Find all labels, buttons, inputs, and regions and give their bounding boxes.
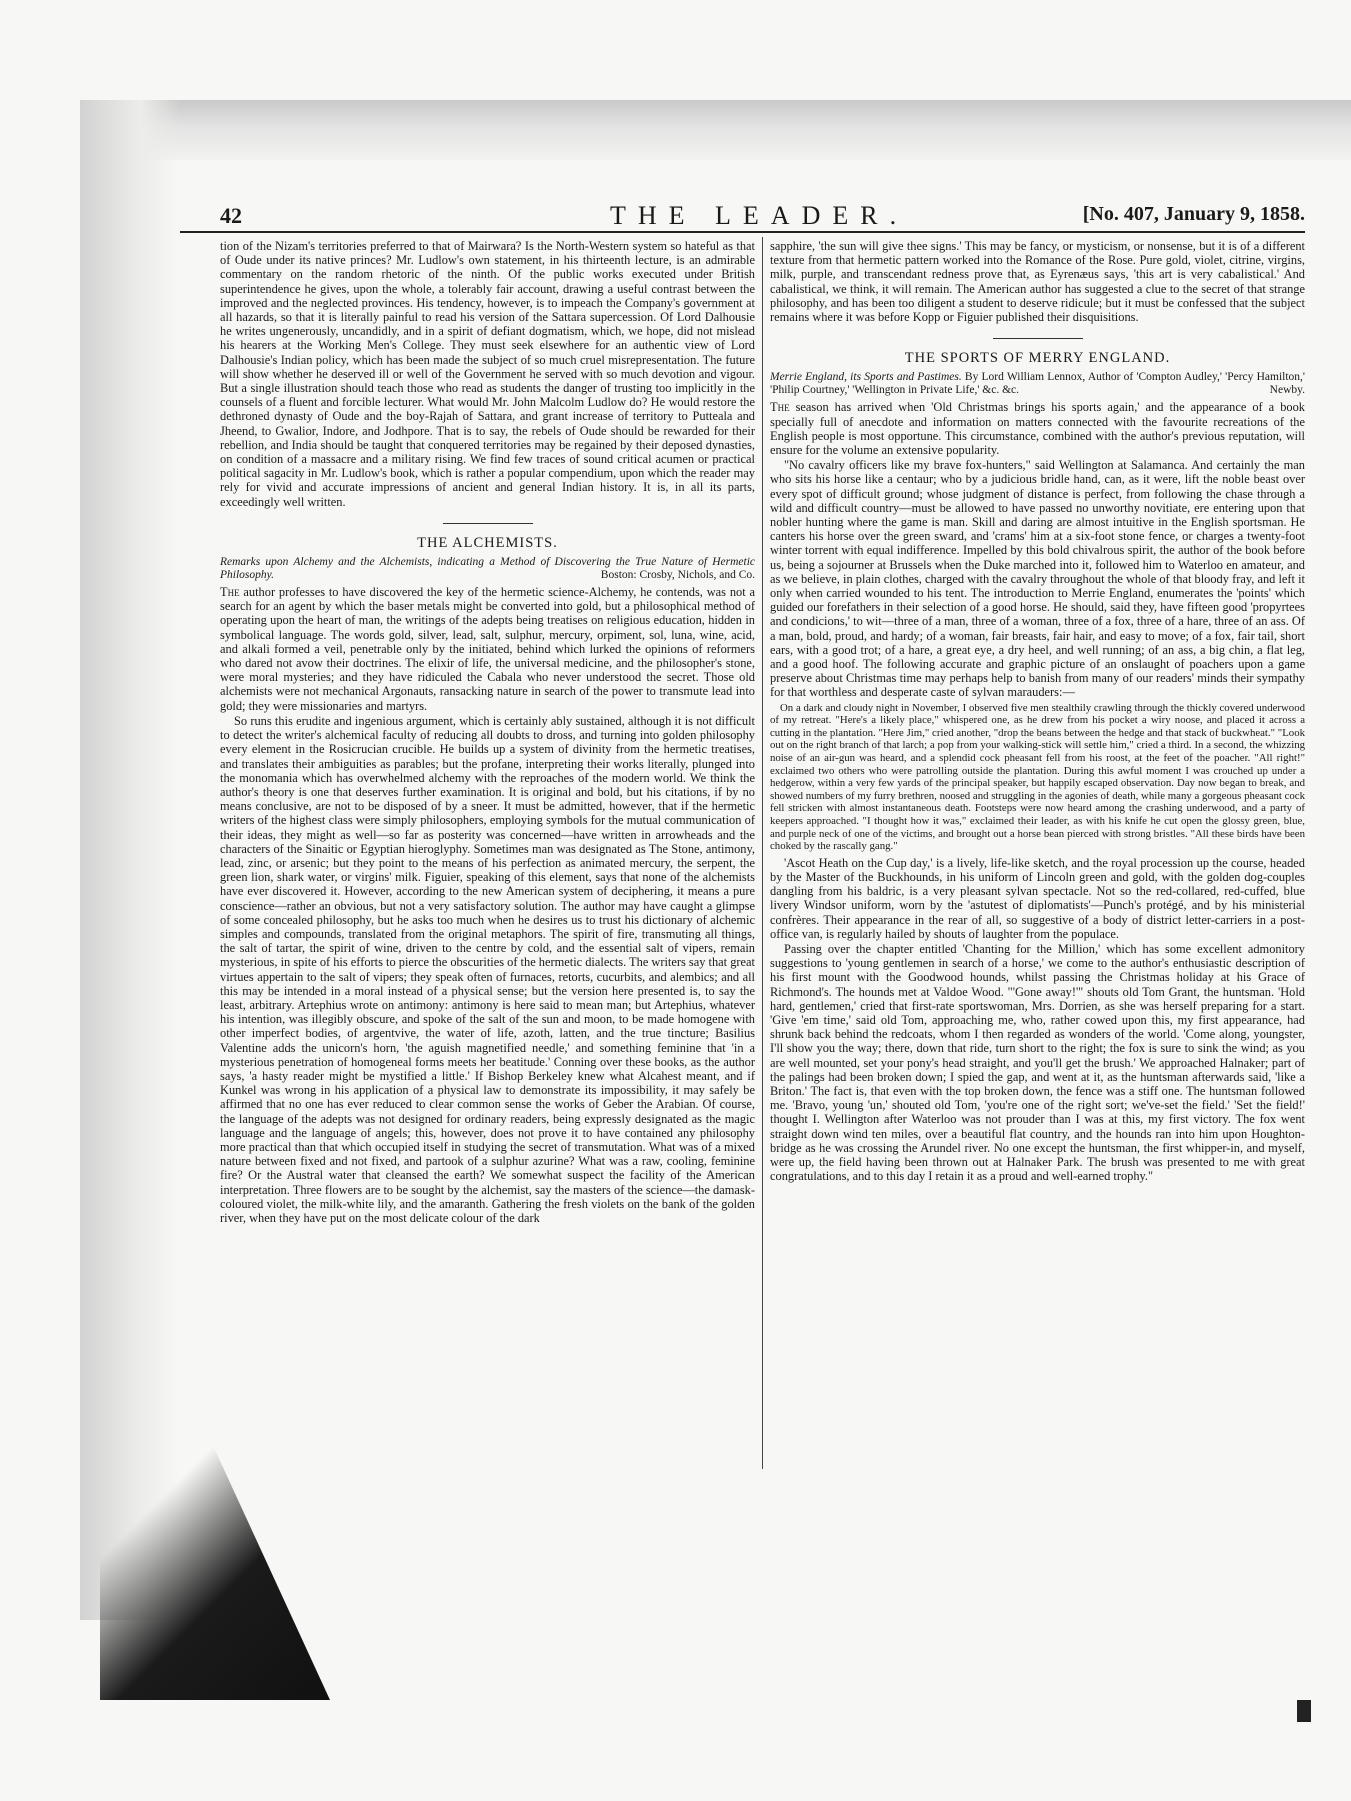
section-title-alchemists: THE ALCHEMISTS. (417, 534, 558, 551)
section-divider (443, 523, 533, 524)
review-title: Merrie England, its Sports and Pastimes. (770, 371, 962, 384)
review-heading (770, 371, 1305, 397)
masthead (180, 195, 1305, 233)
review-title: Remarks upon Alchemy and the Alchemists, indicating a Method of Discovering the True Nature of Hermetic Philosophy. (220, 556, 755, 582)
paragraph-text: author professes to have discovered the key of the hermetic science-Alchemy, he contends, was not a search for an agent by which the baser metals might be converted into gold, but a philosophical method of operating upon the heart of man, the writings of the adepts being treatises on religious education, hidden in symbolical language. The words gold, silver, lead, salt, sulphur, mercury, orpiment, sol, luna, wine, acid, and alkali formed a veil, penetrable only by the initiated, behind which lurked the opinions of reformers who dared not avow their doctrines. The elixir of life, the universal medicine, and the philosopher's stone, were moral mysteries; and they have ridiculed the Cabala who never understood the secret. Those old alchemists were not mechanical Argonauts, ransacking nature in search of the power to transmute lead into gold; they were missionaries and martyrs. (220, 585, 755, 713)
review-publisher: Boston: Crosby, Nichols, and Co. (600, 569, 755, 582)
review-paragraph: 'Ascot Heath on the Cup day,' is a lively, life-like sketch, and the royal procession up the course, headed by the Master of the Buckhounds, in his uniform of Lincoln green and gold, with the golden dog-couples dangling from his baldric, is a very pleasant sylvan spectacle. Not so the red-collared, red-cuffed, blue livery Windsor uniform, worn by the 'astutest of diplomatists'—Punch's protégé, and by his ministerial confrères. Their appearance in the rear of all, so suggestive of a body of district letter-carriers in a post-office van, is regularly hailed by shouts of laughter from the populace. (770, 855, 1305, 941)
page-number: 42 (220, 203, 242, 228)
article-continuation: tion of the Nizam's territories preferred to that of Mairwara? Is the North-Western system so hateful as that of Oude under its native princes? Mr. Ludlow's own statement, in his thirteenth lecture, is an admirable commentary on the random rhetoric of the ninth. Of the public works executed under British superintendence he gives, upon the whole, a tolerably fair account, drawing a useful contrast between the improved and the neglected provinces. His tendency, however, is to impeach the Company's government at all hazards, so that it is literally painful to read his version of the Sattara supercession. Of Lord Dalhousie he writes ungenerously, uncandidly, and in a spirit of defiant dogmatism, which, we hope, did not mislead his hearers at the Working Men's College. They must seek elsewhere for an authentic view of Lord Dalhousie's Indian policy, which has been made the subject of so much cruel misrepresentation. The future will show whether he deserved ill or well of the Government he served with so much devotion and vigour. But a single illustration should teach those who read as students the danger of trusting too implicitly in the counsels of a fluent and forcible lecturer. What would Mr. John Malcolm Ludlow do? He would restore the dethroned dynasty of Oude and the boy-Rajah of Sattara, and grant increase of territory to Putteala and Jheend, to Gwalior, Indore, and Jodhpore. That is to say, the rebels of Oude should be rewarded for their rebellion, and India should be taught that conquered territories may be regained by their deposed dynasties, on condition of a massacre and a military rising. We find few traces of sound critical acumen or practical political sagacity in Mr. Ludlow's book, which is rather a popular compendium, upon which the reader may rely for vivid and accurate impressions of ancient and general Indian history. It is, in all its parts, exceedingly well written. (220, 239, 755, 509)
section-divider (993, 338, 1083, 339)
review-heading (220, 556, 755, 582)
review-paragraph: "No cavalry officers like my brave fox-hunters," said Wellington at Salamanca. And certainly the man who sits his horse like a centaur; who by a judicious bridle hand, can, as it were, lift the noble beast over every spot of difficult ground; whose judgment of distance is perfect, from following the chase through a wild and difficult country—must be allowed to have passed no unworthy novitiate, ere entering upon that nobler hunting where the game is man. Skill and daring are almost intuitive in the English sportsman. He canters his horse over the green sward, and 'crams' him at a six-foot stone fence, or charges a twenty-foot winter torrent with equal indifference. Impelled by this bold chivalrous spirit, the author of the book before us, being a sojourner at Brussels when the Duke marched into it, followed him to Waterloo en amateur, and as we believe, in plain clothes, charged with the cavalry throughout the whole of that bloody fray, and left it only when carried wounded to his tent. The introduction to Merrie England, enumerates the 'points' which guided our forefathers in their selection of a good horse. He should, said they, have fifteen good 'propyrtees and condicions,' to wit—three of a man, three of a woman, three of a fox, three of a hare, three of an ass. Of a man, bold, proud, and hardy; of a woman, fair breasts, fair hair, and easy to move; of a fox, fair tail, short ears, with a good trot; of a hare, a great eye, a dry heel, and well running; of an ass, a big chin, a flat leg, and a good hoof. The following accurate and graphic picture of an onslaught of poachers upon a game preserve about Christmas time may perhaps help to banish from many of our readers' minds their sympathy for that worthless and desperate caste of sylvan marauders:— (770, 458, 1305, 700)
review-paragraph (220, 585, 755, 713)
paragraph-text: season has arrived when 'Old Christmas brings his sports again,' and the appearance of a book specially full of anecdote and information on matters connected with the favourite recreations of the English people is most opportune. This circumstance, combined with the author's previous reputation, will ensure for the volume an extensive popularity. (770, 400, 1305, 458)
right-column (770, 239, 1305, 1499)
review-paragraph: So runs this erudite and ingenious argument, which is certainly ably sustained, although it is not difficult to detect the writer's alchemical faculty of reducing all doubts to dross, and turning into golden philosophy every element in the Rosicrucian crucible. He builds up a system of divinity from the hermetic treatises, and translates their ambiguities as parables; but the profane, interpreting their works literally, plunged into the monomania which has overwhelmed alchemy with the reproaches of the modern world. We think the author's theory is one that deserves further examination. It is original and bold, but his citations, if by no means conclusive, are not to be disposed of by a sneer. It must be admitted, however, that if the hermetic writers of the highest class were simply philosophers, employing symbols for the mutual communication of their ideas, they might as well—so far as posterity was concerned—have written in arrowheads and the characters of the Sinaitic or Egyptian hieroglyphy. Sometimes man was designated as The Stone, antimony, lead, zinc, or arsenic; but they point to the means of his perfection as animated mercury, the serpent, the green lion, shark water, or virgins' milk. Figuier, speaking of this element, says that none of the alchemists have ever discovered it. However, according to the new American system of deciphering, it means a pure conscience—rather an obvious, but not a very satisfactory solution. The author may have caught a glimpse of some concealed philosophy, but he asks too much when he desires us to trust his dictionary of alchemic simples and compounds, translated from the original metaphors. The spirit of fire, transmuting all things, the salt of tartar, the spirit of wine, driven to the centre by cold, and the essential salt of vipers, remain mysterious, in spite of his efforts to pierce the obscurities of the hermetic dialects. The writers say that great virtues appertain to the salt of vipers; they speak often of furnaces, retorts, cucurbits, and alembics; and all this may be intended in a moral instead of a physical sense; but the version here presented is, to say the least, arbitrary. Artephius wrote on antimony: antimony is here said to mean man; but Artephius, whatever his intention, was illegibly obscure, and spoke of the salt of the sun and moon, to be made homogene with other imperfect bodies, of argentvive, the water of life, azoth, latten, and the true tincture; Basilius Valentine adds the unicorn's horn, 'the aguish magnetified needle,' and something feminine that 'in a mysterious penetration of homogeneal forms meets her beatitude.' Conning over these books, as the author says, 'a hasty reader might be mystified a little.' If Bishop Berkeley knew what Alcahest meant, and if Kunkel was wrong in his application of a physical law to demonstrate its impossibility, it may safely be affirmed that no one has ever reduced to clear common sense the works of Geber the Arabian. Of course, the language of the adepts was not designed for ordinary readers, being expressly designated as the magic language and the language of angels; this, however, does not prove it to have contained any philosophy more practical than that which occupied itself in studying the secret of transmutation. What was of a mixed nature between fixed and not fixed, and partook of a sulphur azurine? What was a raw, cooling, feminine fire? Or the Austral water that cleansed the earth? We somewhat suspect the facility of the American interpretation. Three flowers are to be sought by the alchemist, say the masters of the science—the damask-coloured violet, the milk-white lily, and the amaranth. Gathering the fresh violets on the bank of the golden river, when they have put on the most delicate colour of the dark (220, 713, 755, 1225)
left-column (220, 239, 755, 1499)
review-publisher: Newby. (1269, 384, 1305, 397)
paper-title: THE LEADER. (610, 201, 909, 230)
lead-word: The (770, 400, 790, 415)
newspaper-page (180, 195, 1305, 1655)
scan-ink-mark (1297, 1700, 1311, 1722)
scan-shadow-top (80, 100, 1351, 160)
issue-info: [No. 407, January 9, 1858. (1082, 203, 1305, 225)
article-continuation: sapphire, 'the sun will give thee signs.' This may be fancy, or mysticism, or nonsense, but it is of a different texture from that hermetic pattern worked into the Romance of the Rose. Pure gold, violet, citrine, virgins, milk, purple, and transcendant redness prove that, as Eyrenæus says, 'this art is very cabalistical.' And cabalistical, we think, it will remain. The American author has suggested a clue to the secret of that strange philosophy, and has been too diligent a student to deserve ridicule; but it must be confessed that the subject remains where it was before Kopp or Figuier published their disquisitions. (770, 239, 1305, 325)
review-byline: By Lord William Lennox, Author of 'Compton Audley,' 'Percy Hamilton,' 'Philip Courtney,' 'Wellington in Private Life,' &c. &c. (770, 371, 1305, 397)
review-paragraph (770, 400, 1305, 457)
quoted-extract: On a dark and cloudy night in November, I observed five men stealthily crawling through the thickly covered underwood of my retreat. "Here's a likely place," whispered one, as he drew from his pocket a wiry noose, and placed it across a cutting in the plantation. "Here Jim," cried another, "drop the beans between the hedge and that stack of buckwheat." "Look out on the right branch of that larch; a pop from your walking-stick will settle him," cried a third. In a second, the whizzing noise of an air-gun was heard, and a splendid cock pheasant fell from his roost, at the feet of the poacher. "All right!" exclaimed two others who were patrolling outside the plantation. During this awful moment I was crouched up under a hedgerow, within a very few yards of the principal speaker, but happily escaped observation. Day now began to break, and showed numbers of my furry brethren, noosed and struggling in the agonies of death, while many a gorgeous pheasant cock fell stricken with almost instantaneous death. Footsteps were now heard among the crashing underwood, and a party of keepers approached. "I thought how it was," exclaimed their leader, as with his knife he cut open the glossy green, blue, and purple neck of one of the victims, and brought out a horse bean pierced with strong bristles. "All these birds have been choked by the rascally gang." (770, 701, 1305, 853)
scan-shadow-left (80, 100, 180, 1620)
section-title-sports: THE SPORTS OF MERRY ENGLAND. (904, 350, 1171, 367)
lead-word: The (220, 585, 240, 600)
column-rule (762, 237, 763, 1469)
review-paragraph: Passing over the chapter entitled 'Chanting for the Million,' which has some excellent admonitory suggestions to 'young gentlemen in search of a horse,' we come to the author's enthusiastic description of his first mount with the Goodwood hounds, whilst passing the Christmas holiday at his Grace of Richmond's. The hounds met at Valdoe Wood. "'Gone away!'" shouts old Tom Grant, the huntsman. 'Hold hard, gentlemen,' cried that first-rate sportswoman, Mrs. Dorrien, as she was herself preparing for a start. 'Give 'em time,' said old Tom, approaching me, who, rather cowed upon this, my first appearance, had shrunk back behind the redcoats, whom I then regarded as wonders of the world. 'Come along, youngster, I'll show you the way; there, down that ride, turn short to the right; the fox is sure to sink the wind; as you are well mounted, set your pony's head straight, and you'll get the brush.' We approached Halnaker; part of the palings had been broken down; I spied the gap, and went at it, as the huntsman afterwards said, 'like a Briton.' The fact is, that even with the top broken down, the fence was a stiff one. The huntsman followed me. 'Bravo, young 'un,' shouted old Tom, 'you're one of the right sort; we've-set the field.' 'Set the field!' thought I. Wellington after Waterloo was not prouder than I was at this, my first victory. The fox went straight down wind ten miles, over a beautiful flat country, and the hounds ran into him upon Houghton-bridge as he was crossing the Arundel river. No one except the huntsman, the first whipper-in, and myself, were up, the field having been thrown out at Halnaker Park. The brush was presented to me with great congratulations, and to this day I retain it as a proud and well-earned trophy." (770, 942, 1305, 1184)
